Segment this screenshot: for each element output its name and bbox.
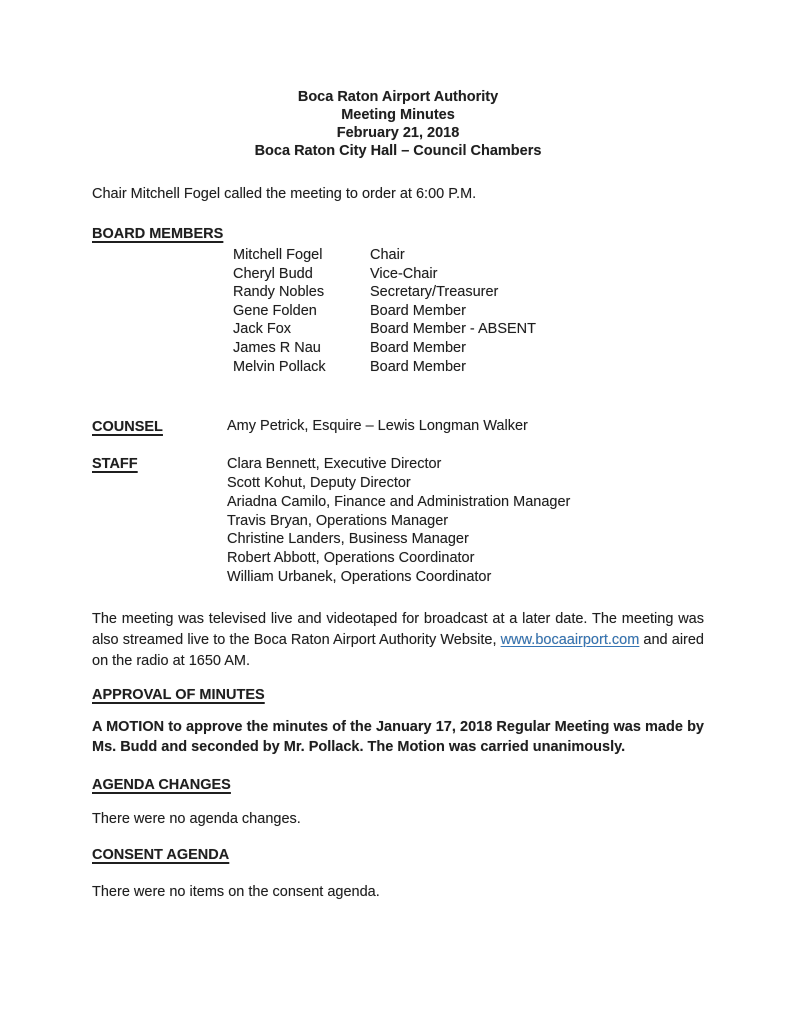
agenda-changes-heading: AGENDA CHANGES [92,776,231,793]
board-member-name: Jack Fox [233,321,292,338]
approval-of-minutes-section [92,686,704,757]
board-member-role: Board Member [370,339,466,356]
board-member-role: Secretary/Treasurer [370,284,499,301]
broadcast-text-after-link: and aired on the radio at 1650 AM. [92,631,704,669]
staff-member: Clara Bennett, Executive Director [227,456,442,473]
staff-section [92,455,704,587]
title-line-authority: Boca Raton Airport Authority [297,89,499,105]
consent-agenda-section [92,846,704,902]
consent-agenda-heading: CONSENT AGENDA [92,846,230,863]
board-member-role: Vice-Chair [370,265,438,282]
approval-motion-text: A MOTION to approve the minutes of the January 17, 2018 Regular Meeting was made by Ms. Budd and seconded by Mr. Pollack. The Motion was carried unanimously. [92,718,704,755]
counsel-section [92,418,704,436]
board-member-role: Board Member [370,358,466,375]
staff-list [227,455,570,587]
counsel-row [92,418,704,436]
broadcast-paragraph [92,609,704,672]
approval-of-minutes-heading: APPROVAL OF MINUTES [92,686,265,703]
board-members-section [92,225,704,376]
board-member-row [233,302,704,321]
board-member-row [233,283,704,302]
board-member-name: Cheryl Budd [233,265,313,282]
consent-agenda-text: There were no items on the consent agenda. [92,883,380,900]
board-member-row [233,265,704,284]
document-content [92,88,704,902]
title-line-doc-type: Meeting Minutes [341,107,455,123]
board-member-name: Mitchell Fogel [233,247,323,263]
staff-member: William Urbanek, Operations Coordinator [227,568,492,585]
board-member-role: Board Member [370,302,466,319]
staff-member: Ariadna Camilo, Finance and Administration Manager [227,493,571,510]
board-member-row [233,339,704,358]
board-member-name: James R Nau [233,339,321,356]
staff-member: Scott Kohut, Deputy Director [227,474,411,491]
board-members-heading: BOARD MEMBERS [92,226,224,242]
counsel-heading: COUNSEL [92,419,163,436]
board-member-name: Melvin Pollack [233,358,326,375]
counsel-text: Amy Petrick, Esquire – Lewis Longman Walker [227,418,528,435]
agenda-changes-section [92,776,704,829]
website-link[interactable]: www.bocaairport.com [500,631,640,648]
board-member-row [233,320,704,339]
call-to-order-text: Chair Mitchell Fogel called the meeting to order at 6:00 P.M. [92,186,477,202]
agenda-changes-text: There were no agenda changes. [92,810,301,827]
board-member-name: Randy Nobles [233,284,325,301]
title-line-location: Boca Raton City Hall – Council Chambers [254,143,542,159]
board-member-role: Board Member - ABSENT [370,321,536,338]
staff-heading: STAFF [92,456,138,473]
broadcast-text-before-link: The meeting was televised live and videotaped for broadcast at a later date. The meeting was also streamed live to the Boca Raton Airport Authority Website, [92,610,704,648]
board-member-role: Chair [370,247,405,263]
staff-member: Robert Abbott, Operations Coordinator [227,550,475,567]
title-line-date: February 21, 2018 [336,125,460,141]
staff-row [92,455,704,587]
staff-member: Christine Landers, Business Manager [227,531,469,548]
board-member-row [233,358,704,377]
board-member-row [233,246,704,265]
document-title-block [92,88,704,160]
board-member-name: Gene Folden [233,302,317,319]
board-members-list [233,246,704,376]
staff-member: Travis Bryan, Operations Manager [227,512,449,529]
